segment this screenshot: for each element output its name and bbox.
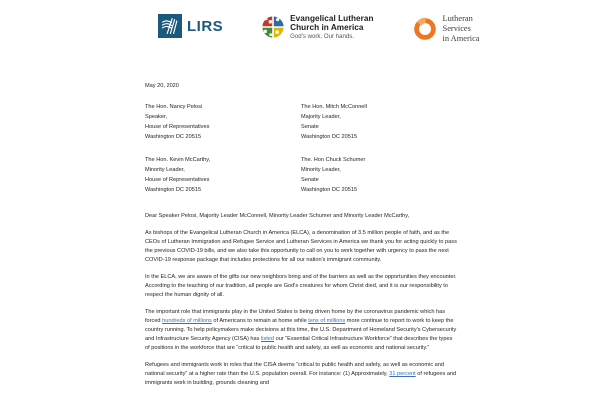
recipient-city: Washington DC 20515: [301, 186, 358, 193]
recipient-pelosi: [145, 103, 301, 143]
recipient-title: Speaker,: [145, 114, 168, 120]
recipient-title: Majority Leader,: [301, 114, 341, 120]
recipient-name: The Hon. Nancy Pelosi: [145, 104, 203, 111]
recipient-chamber: Senate: [301, 123, 319, 130]
lsa-line-3: in America: [442, 33, 480, 43]
paragraph-2: In the ELCA, we are aware of the gifts our new neighbors bring and of the barriers as well as the opportunities they encounter. According to the teaching of our tradition, all people are God's creatures for whom Christ died, and it is our responsibility to respect the human dignity of all.: [145, 273, 457, 298]
para3-text-b: of Americans to remain at home while: [211, 318, 309, 325]
recipient-city: Washington DC 20515: [145, 133, 202, 140]
elca-logo: [261, 14, 373, 41]
letter-date: May 20, 2020: [145, 83, 179, 89]
lsa-line-1: Lutheran: [442, 14, 473, 23]
recipient-city: Washington DC 20515: [301, 133, 358, 140]
link-hundreds-of-millions[interactable]: hundreds of millions: [162, 318, 212, 325]
lirs-logo: [158, 14, 223, 38]
recipient-mccarthy: [145, 156, 301, 196]
lsa-line-2: Services: [442, 23, 471, 33]
elca-line-1: Evangelical Lutheran: [290, 14, 374, 23]
elca-cross-shield-icon: [261, 15, 285, 39]
lirs-mark-icon: [158, 14, 182, 38]
recipient-name: The Hon. Kevin McCarthy,: [145, 156, 211, 163]
elca-wordmark: [290, 14, 373, 41]
logo-header: [158, 0, 600, 56]
lirs-wordmark: LIRS: [187, 17, 224, 35]
link-tens-of-millions[interactable]: tens of millions: [308, 318, 346, 325]
paragraph-1: As bishops of the Evangelical Lutheran Church in America (ELCA), a denomination of 3.5 million people of faith, and as the CEOs of Lutheran Immigration and Refugee Service and Lutheran Services in America we thank you for acting quickly to pass the previous COVID-19 bills, and we also take this opportunity to call on you to work together with urgency to pass the next COVID-19 response package that includes protections for all our nation's immigrant community.: [145, 229, 457, 263]
link-31-percent[interactable]: 31 percent: [389, 371, 416, 378]
recipient-chamber: House of Representatives: [145, 123, 210, 130]
recipient-title: Minority Leader,: [301, 166, 341, 173]
recipient-mcconnell: [301, 103, 457, 143]
para3-text-a: The important role that immigrants play in the United States is being driven home by the coronavirus pandemic which has forced: [145, 309, 446, 325]
link-listed[interactable]: listed: [260, 336, 275, 343]
recipient-title: Minority Leader,: [145, 166, 185, 173]
recipient-city: Washington DC 20515: [145, 186, 202, 193]
salutation: Dear Speaker Pelosi, Majority Leader McConnell, Minority Leader Schumer and Minority Leader McCarthy,: [145, 212, 410, 219]
para4-text-b: of refugees and immigrants work in building, grounds cleaning and: [145, 371, 457, 387]
para3-text-c: more continue to report to work to keep the country running. To help policymakers make decisions at this time, the U.S. Department of Homeland Security's Cybersecurity and Infrastructure Security Agency (CISA) has: [145, 318, 457, 343]
recipient-name: The. Hon Chuck Schumer: [301, 156, 366, 163]
lsa-wordmark: [443, 14, 480, 44]
para4-text-a: Refugees and immigrants work in roles that the CISA deems “critical to public health and safety, as well as economic and national security” at a higher rate than the U.S. population overall. For instance: (1) Approximately,: [145, 362, 444, 378]
recipient-schumer: [301, 156, 457, 196]
paragraph-4: [145, 361, 457, 388]
recipient-chamber: House of Representatives: [145, 176, 210, 183]
recipient-block-row-1: [145, 103, 457, 143]
lsa-swirl-icon: [412, 16, 438, 42]
recipient-block-row-2: [145, 156, 457, 196]
lsa-logo: [412, 14, 480, 44]
elca-tagline: God's work. Our hands.: [290, 32, 354, 40]
recipient-name: The Hon. Mitch McConnell: [301, 104, 367, 111]
recipient-chamber: Senate: [301, 176, 319, 183]
elca-line-2: Church in America: [290, 23, 364, 33]
letter-body: [145, 82, 457, 388]
para3-text-d: our “Essential Critical Infrastructure Workforce” that describes the types of positions in the workforce that are “critical to public health and safety, as well as economic and national security.”: [145, 336, 453, 352]
paragraph-3: [145, 308, 457, 353]
